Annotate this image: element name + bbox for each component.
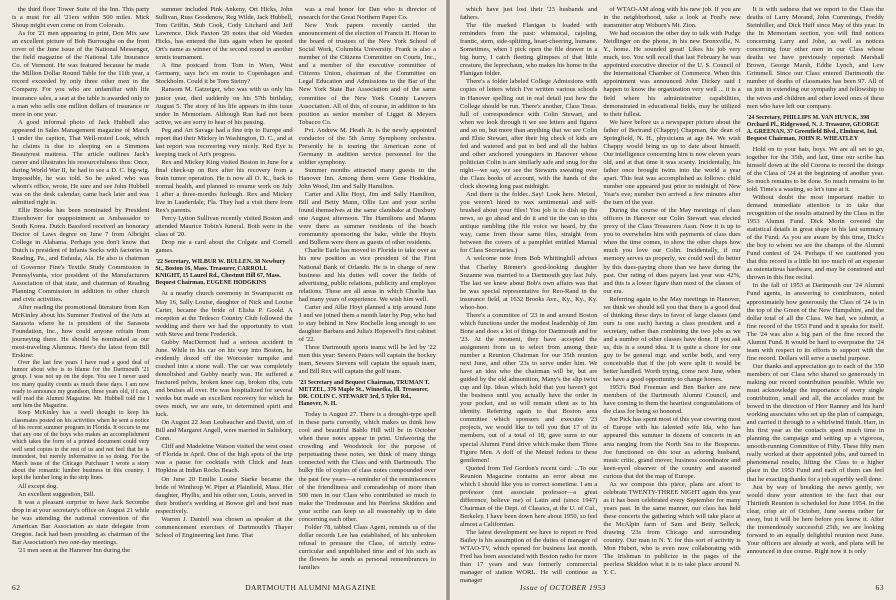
left-page: [0, 0, 446, 600]
class-heading-23: [299, 380, 436, 408]
paragraph: It is with sadness that we report to the Class the deaths of Larry Morand, John Cummings, Freddy Steinhiller, and Dick Huff since May of this year. In the In Memoriam section, you will find notices concerning Larry and John, as well as notices concerning four other men in our Class whose deaths we have previously reported: Marshall Brown, George Marsh, Eddie Lynch, and Lew Grimmell. Since our Class entered Dartmouth the number of deaths of classmates has been 97. All of us join in extending our sympathy and fellowship to the wives and children and other loved ones of these men who have left our company.: [746, 6, 884, 110]
paragraph: And there is the folder...Say! Look here. Metzel, you weren't hired to wax sentimental and self-brushed about your files! You job is to dish up the news, so go ahead and do it and tie the can to this antique rambling (the file voice we heard, by the way, came from those same files, straight from between the covers of a pamphlet entitled Manual for Class Secretaries.): [460, 191, 598, 255]
paragraph: Carter and Allie Hoyt planned a trip around June 1 and we joined them a month later by Pop, who had to stay behind in New Rochelle long enough to see daughter Barbara and Julia's Hopewell's first cabinet of '22.: [298, 303, 436, 343]
right-column-3: [747, 6, 884, 578]
paragraph: It was a pleasant surprise to have Jack Secombe drop in at your secretary's office on August 21 while he was attending the national convention of the American Bar Association as state delegate from Oregon. Jack had been presiding as chairman of the Bar Association's two one-day meetings.: [12, 498, 150, 546]
magazine-title: DARTMOUTH ALUMNI MAGAZINE: [245, 583, 376, 592]
paragraph: the third floor Tower Suite of the Inn. This party is a must for all '21ers within 500 miles. Mick Shoup might even come on from Colorado.: [12, 6, 150, 30]
paragraph: Gubby MacDermott had a serious accident in June. While in his car on his way into Boston, he evidently dozed off the Worcester turnpike and crashed into a stone wall. The car was completely demolished and Gubby nearly was. He suffered a fractured pelvis, broken knee cap, broken ribs, cuts and bruises all over. He was hospitalized for several weeks but made an excellent recovery for which he owes much, we are sure, to determined spirit and luck.: [155, 338, 293, 419]
paragraph: Joe Pick has spent most of this year covering most of Europe with his talented wife Ida, who has appeared this summer in dozens of concerts in an area ranging from the North Sea to the Bosporus. Joe functioned on this tour as adoring husband, music critic, grand mover, business coordinator and keen-eyed observer of the country and assorted curious that dot the map of Europe.: [603, 416, 741, 480]
left-footer: [12, 583, 436, 592]
paragraph: On August 22 Jean Leubaucher and David, son of Bill and Margaret Angell, were married in Salisbury, Conn.: [155, 419, 293, 443]
paragraph: was a real honor for Dan who is director of research for the Great Northern Paper Co.: [298, 6, 436, 22]
paragraph: Hold on to your hats, boys. We are all set to go, together for the 35th, and last, time our scribe has himself down at the old Corona to record the doings of the Class of '24 at the beginning of another year. So much remains to be done. So much remains to be told. Time's a wasting, so let's tune at it.: [746, 145, 884, 193]
paragraph: Without doubt the most important matter to demand immediate attention is to take due recognition of the results attained by the Class in the 1953 Alumni Fund. Dick Morin covered the statistical details in great shape in his last summary of the Fund. As you are aware by this time, Dick's the boy to whom we are the champs of the Alumni Fund contest of '24. Perhaps if we cautioned you that this record is a little bit too much of an expense as ostentatious hardware, and may be construed and thrown in this fine recital.: [746, 193, 884, 282]
page-number: 62: [12, 583, 21, 592]
paragraph: '21 men seen at the Hanover Inn during the: [18, 546, 130, 554]
paragraph: Summer months attracted many guests to the Hanover Inn. Among them were Gene Hodskins, John Wood, Jim and Sally Hamilton.: [298, 166, 436, 191]
right-footer: [460, 583, 884, 592]
paragraph: Rex and Mickey King visited Boston in June for a final check-up on Rex after his recovery from a brain tumor operation. He is now all O. K., back to normal health, and planned to resume work on July 1 after a three-months furlough. Rex and Mickey live in Lauderdale, Fla. They had a visit there from Rex's parents.: [155, 158, 293, 215]
paragraph: Today is August 27. There is a drought-type spell in these parts currently, which makes us think how cool and beautiful Bablo Hill will be in October when these notes appear in print. Unfavoring the crowding and Woodstock for the purpose of perpetuating these notes, we think of many things connected with the Class and with Dartmouth. The bulky file of copies of class notes compounded over the past few years—a reminder of the reminiscences of the friendliness and comradeship of more than 500 men in our Class who contributed so much to make the Tredmouse and his Peerless Skiddoo and your scribe can keep us all reasonably up to date concerning each other.: [298, 411, 436, 523]
page-number: 63: [875, 583, 884, 592]
right-page: [450, 0, 896, 600]
quoted-letter: Keep McKinley has a swell thought to keep his classmates posted on his activities when he sent a notice of his recent summer program in Florida. It occurs to me that any one of the boys who makes an accomplishment which takes the form of a printed document could very well send copies to the rest of us and not feel that he is immodest, but merely informative in so doing. For the March issue of the Chicago Purchaser I wrote a story about the romantic lumber business in this country. I kept the lumber long in the strip lines.: [12, 410, 150, 482]
paragraph: Warren J. Daniell was chosen as speaker at the commencement exercises of Dartmouth's Thayer School of Engineering last June. That: [155, 515, 293, 539]
right-column-2: [603, 6, 740, 578]
paragraph: The latest development we have to report re Fred Bailey is his assumption of the duties of manager of WTAO-TV, which opened for business last month. Fred has been associated with Boston radio for more than 17 years and was formerly commercial manager of station WORL. He will continue as manager: [460, 529, 598, 585]
paragraph: A welcome note from Bob Whittinghill advises that Charley Riemer's good-looking daughter Suzanne was married to a Dartmouth guy last July. The last we knew about Bob's own affairs was that he was special representative for Reo-Rand in the insurance field, at 1632 Brooks Ave., Ky., Ky., Ky. whoo-hoo.: [460, 255, 598, 311]
paragraph: Percy Lytton Sullivan recently visited Boston and attended Maurice Tobin's funeral. Both were in the class of '20.: [155, 215, 293, 239]
paragraph: Ransom M. Gatzeiger, who was with us only his junior year, died suddenly on his 57th birthday, August 5. The story of his life appears in this issue under In Memoriam. Although Ran had not been active, we are sorry to hear of his passing.: [155, 86, 293, 126]
paragraph: On June 20 Emilie Louise Starke became the bride of Winthrop W. Piper at Plainfield, Mass. Her daughter, Phyllis, and his other son, Louis, served in their brother's wedding at Bowse girl and best man respectively.: [155, 475, 293, 515]
paragraph: As we compose this piece, plans are afoot to celebrate TWENTY-THREE NIGHT again this year as it has been celebrated every September for many years past. In the same manner, our class has held these concerts the gathering which will take place at the McAlpin farm of Sam and Betty Selleck, drawing '23s from Chicago and surrounding country. Our man in N. Y. for this sort of activity is Mon Hubert, who is even now collaborating with The Irishman to publicize in the pages of the peerless Skiddoo what it is to take place around N. Y. C.: [603, 480, 741, 577]
paragraph: Folder 78, tabbed Class Agent, reminds us of the dollar records Lee has established, of his unbroken refusal to pressure the Class, of strictly extra-curricular and unpublished time and of his such as the flowers he sends as personal remembrances to families: [298, 523, 436, 572]
left-column-2: [155, 6, 292, 578]
left-column-3: [299, 6, 436, 578]
paragraph: A good informal photo of Jack Hubbell also appeared in Sales Management magazine of March 1 under the caption, That Well-rested Look, which he claims is due to sleeping on a Simmons Beautyrest mattress. The article outlines Jack's career and illustrates his resourcefulness thus: Once, during World War II, he had to see a D. C. big-wig. Impossible, he was told. So he asked who was whom's office, wrote, He sure and see John Hubbell was on the desk calendar, came back later and was admitted right in.: [12, 118, 150, 207]
paragraph: New York papers recently carried the announcement of the election of Francis H. Horan to the board of trustees of the New York School of Social Work, Columbia University. Frank is also a member of the Citizens Committee on Courts, Inc., and a member of the executive committee of Citizens Union, chairman of the Committee on Legal Education and Admissions to the Bar of the New York State Bar Association and of the same committee of the New York County Lawyers Association. All of this, of course, in addition to his position as senior member of Ligget & Meyers Tobacco Co.: [298, 22, 436, 126]
paragraph: At a nearby church ceremony in Swampscott on May 16, Sally Louise, daughter of Nick and Louise Carter, became the bride of Elisha P. Goold. A reception at the Tedesco Country Club followed the wedding and there we had the opportunity to visit with Steve and Irene Frederick.: [155, 290, 293, 338]
quoted-letter: Over the last few years I have read a good deal of humor about who is to blame for the Dartmouth '21 group. I was not up on the dope. You see I never used too many quality counts as much these days. I am now ready to announce my grandson, three years old, if I can, will read the Alumni Magazine. Mr. Hubbell told me I sent him the Magazine.: [12, 360, 150, 410]
paragraph: The file marked Flanigan is loaded with reminders from the past: whimsical, cajoling, frantic, stern, side-splitting, heart-cheering, humane. Sometimes, when I pick open the file drawer in a big hurry, I catch fleeting glimpses of that little creature, the leprechaun, who makes his home in the Flanigan folder.: [460, 22, 598, 78]
paragraph: All except dog.: [18, 482, 58, 490]
paragraph: Quoted from Ted Gordon's recent card: ...To our Reunion Magazine contains an error about me which I should like you to correct sometime. I am a professor (not associate professor—a great difference, believe me) of Latin and (since 1947) Chairman of the Dept. of Classics, at the U. of Cal., Berkeley. I have been down here about 1950, so feel almost a Californian.: [460, 464, 598, 528]
paragraph: Charlie Earle has moved to Florida to take over as his new position as vice president of the First National Bank of Orlando. He is in charge of new business and his duties will cover the fields of advertising, public relations, publicity and employee relations. These are all areas in which Charlie has had many years of experience. We wish him well.: [298, 247, 436, 303]
paragraph: Drop me a card about the Colgate and Cornell games.: [155, 239, 293, 255]
paragraph: Just by way of breaking the news gently, we would draw your attention to the fact that our Thirtieth Reunion is scheduled for June 1954. In the clear, crisp air of October, June seems rather far away, but it will be here before you know it. After the tremendously successful 25th, we are looking forward to an equally delightful reunion next June. Your officers are already at work, and plans will be announced in due course. Right now it is only: [746, 483, 884, 555]
paragraph: An excellent suggestion, Bill.: [18, 490, 96, 498]
paragraph: There's a committee of '23 in and around Boston which functions under the modest leadership of Jim Bone and does a lot of things for Dartmouth and for '23. At the moment, they have accepted the assignment from us to select from among their number a Reunion Chairman for our 35th reunion next June, and other '23s to serve under him. We have an idea who the chairman will be, but are guided by the old admonition, Many's the slip twixt cup and lip. Ideas which hold that you haven't got the business until you actually have the order in your pocket, and so will remain silent as to his identity. Referring again to that Boston area committee which sponsors and executes '23 projects, we would like to tell you that 17 of its members, out of a total of 18, gave sums to our special Alumni Fund drive which make them Three Figure Men. A doff of the Metzel fedora to these gentlemen!: [460, 311, 598, 464]
paragraph: which have just lost their '23 husbands and fathers.: [460, 6, 598, 22]
class-officers: '23 Secretary and Bequest Chairman, TRUMAN T. METZEL, 376 Maple St., Winnetka, Ill. Treasurer, DR. COLIN C. STEWART 3rd, 5 Tyler Rd., Hanover, N. H.: [298, 380, 430, 408]
paragraph: of WTAO-AM along with his new job. If you are in the neighborhood, take a look at Fred's new transmitter atop Woburn's Mt. Zion.: [603, 6, 741, 30]
paragraph: Cliff and Madeleine Watson visited the west coast of Florida in April. One of the high spots of the trip was a pause for cocktails with Chick and Jean Hopkins at Indian Rocks Beach.: [155, 443, 293, 475]
paragraph: There's a folder labeled College Admissions with copies of letters which I've written various schools in Hanover spelling out in real detail just how the College should be run. There's another, Class Treas. full of correspondence with Colin Stewart, and when we look through it we see letters and figures and so on, but more than anything that we see Colin and Elsie Stewart, after their big check of kids are fed and watered and put to bed and all the babies and other anchored youngsters in Hanover whose politician Colin is are similarly safe and snug for the night—we say, we see the Stewarts sweating over the Class books of account, with the hands of the clock showing long past midnight.: [460, 78, 598, 191]
paragraph: After reading the promotional literature from Ken McKinley about his Summer Festival of the Arts at Sarasota where he is president of the Sarasota Foundation, Inc., how could anyone refrain from journeying there. He should be nominated as our most-traveling Alumnus. Here's the latest from Bill Erskine:: [12, 303, 150, 360]
paragraph: Ellie Brooks has been nominated by President Eisenhower for reappointment as Ambassador to South Korea. Dutch Bassford received an honorary Doctor of Laws degree on June 7 from Albright College in Alabama. Perhaps you don't know that Dutch is president of Infants Socks with factories in Reading, Pa., and Eufaula, Ala. He also is chairman of Governor Fine's Textile Study Commission in Pennsylvania, vice president of the Manufacturers Association of that state, and chairman of Reading Planning Commission in addition to other church and civic activities.: [12, 207, 150, 303]
paragraph: Our thanks and appreciation go to each of the 350 members of our Class who shared so generously in making our record contribution possible. While we must acknowledge the importance of every single contribution, small and all, the accolades must be bowed in the direction of Herr Ranney and his hard working associates who set up the plan of campaign, and carried it through to a whirlwind finish. Harr, in his first year as the contacts spent much time in planning the campaign and setting up a vigorous, smooth-running Committee of Fifty. These fifty men really worked at their appointed jobs, and turned in phenomenal results, lifting the Class to a higher place in the 1953 Fund and each of them can feel that he exacting thanks for a job superbly well done.: [746, 362, 884, 483]
right-column-1: [460, 6, 598, 585]
paragraph: summer included Pink Ankeny, Ort Hicks, John Sullivan, Russ Goodenow, Reg Wilde, Jack Hubbell, Tom Griffin, Stub Cook, Cody Litchard and Jeff Lawrence. Dick Paxton '20 notes that old Warden Hicks, has entered the lists again when he quoted Ort's name as winner of the second round in another tennis tournament.: [155, 6, 293, 62]
class-heading-22: [155, 259, 292, 287]
issue-date: Issue of OCTOBER 1953: [520, 583, 606, 592]
class-officers: '24 Secretary, PHILLIPS M. VAN HUYCK, 398 Orchard Pl., Ridgewood, N. J. Treasurer, GEORGE A. GREENAN, 37 Greenfield Blvd., Elmhurst, Ind. Bequest Chairman, JOHN R. WHEATLEY: [746, 114, 880, 142]
paragraph: 1953's Bud Freeman and Ben Barker are new members of the Dartmouth Alumni Council, and have coming to them the heartiest congratulations of the class for being so honored.: [603, 384, 741, 416]
paragraph: A fine postcard from Tom in Wien, West Germany, says he's en route to Copenhagen and Stockholm. Could it be Tom Steiny?: [155, 62, 293, 86]
paragraph: Referring again to the May meetings in Hanover, we think we should tell you that there is a good deal of thinking these days in favor of large classes (and ours is one such) having a class president and a secretary, rather than combining the two jobs as we and a number of other classes have done. If you ask us, this is a sound idea. It is quite a chore for one guy to be general mgr. and scribe both, and very conceivable that if the job were split it would be better handled. Worth trying, come next June, when we have a good opportunity to change horses.: [603, 295, 741, 384]
paragraph: Peg and Art Savage had a fine trip to Europe and report that their Mickey in Washington, D. C., and at last report was recovering very nicely. Red Eye is keeping track of Art's progress.: [155, 126, 293, 158]
paragraph: In the fall of 1953 at Dartmouth our '24 Alumni Fund agents, in answering to contributors, noted approximately how generously the Class of '24 is in the top of the Green of the New Hampshire, and the dollar total of all the Class. We had, we submit, a fine record of the 1953 Fund and it speaks for itself. The '24 was also a big part of the fine record the Alumni Fund. It would be hard to overpraise the '24 team with respect to its efforts to support with the fine record. Dollars will serve a useful purpose.: [746, 282, 884, 362]
paragraph: Three Dartmouth sports teams will be led by '22 men this year: Sewers Peters will captain the hockey team, Sewers Stevens will captain the squash team, and Bill Rex will captain the golf team.: [298, 343, 436, 376]
paragraph: During the course of the May meetings of class officers in Hanover our Colin Stewart was elected prexy of the Class Treasurers Assn. Now it is up to you to overwhelm him with payments of class dues when the time comes, to show the other chaps how much you love our Colin. Incidentally, if our memory serves us properly, we could well do better by this dues-paying chore than we have during the past. Our rating of dues payers last year was 42%, and this is a lower figure than most of the classes of our era.: [603, 207, 741, 295]
paragraph: As for '21 men appearing in print, Don Mix saw an excellent picture of Bob Burroughs on the front cover of the June issue of the National Messenger, the field magazine of the National Life Insurance Co. of Vermont. He was featured because he made the Million Dollar Round Table for the 11th year, a record exceeded by only three other men in the Company. For you who are unfamiliar with life insurance sales, a seat at the table is awarded only to a man who sells one million dollars of insurance or more in one year.: [12, 30, 150, 118]
class-heading-24: [747, 115, 884, 143]
paragraph: Pvt. Andrew M. Heath Jr. is the newly appointed conductor of the 5th Army Symphony orchestra. Presently he is touring the American zone of Germany in audition service personnel for the soldier symphony.: [298, 126, 436, 166]
paragraph: We have before us a newspaper picture about the father of Bertrand (Chappy) Chapman, the dean of Springfield, N. H., physicians at age 84. We wish Chappy would bring us up to date about himself. Our intelligence concerning him is now eleven years old, and at that time it was scanty. Incidentally, his father once brought twins into the world a year apart. This feat was accomplished as follows: child number one appeared just prior to midnight of New Year's eve; number two arrived a few minutes after the turn of the year.: [603, 118, 741, 207]
class-officers: '22 Secretary, WILBUR W. BULLEN, 38 Newbury St., Boston 16, Mass. Treasurer, CARROLL KNIGHT, 15 Laurel Rd., Chestnut Hill 67, Mass. Bequest Chairman, EUGENE HODGKINS: [155, 259, 286, 287]
paragraph: We had occasion the other day to talk with Pudge Neidlinger on the phone, in his new Bronxville, N. Y., home. He sounded great! Likes his job very much, too. You will recall that last February he was appointed executive director of the U. S. Council of the International Chamber of Commerce. When this appointment was announced John Dickey said I happen to know the organization very well ... it is a field where his administrative capabilities, demonstrated in educational fields, may be utilized to their fullest.: [603, 30, 741, 118]
left-column-1: [12, 6, 149, 578]
paragraph: Carter and Allie Hoyt, Jim and Sally Hamilton, Bill and Betty Mann, Ollie Lee and your scribe found themselves at the same clambake at Duxbury one August afternoon. The Hamiltons and Manns were there as summer residents of the beach community sponsoring the bake, while the Hoyts and Bullens were there as guests of other residents.: [298, 191, 436, 247]
